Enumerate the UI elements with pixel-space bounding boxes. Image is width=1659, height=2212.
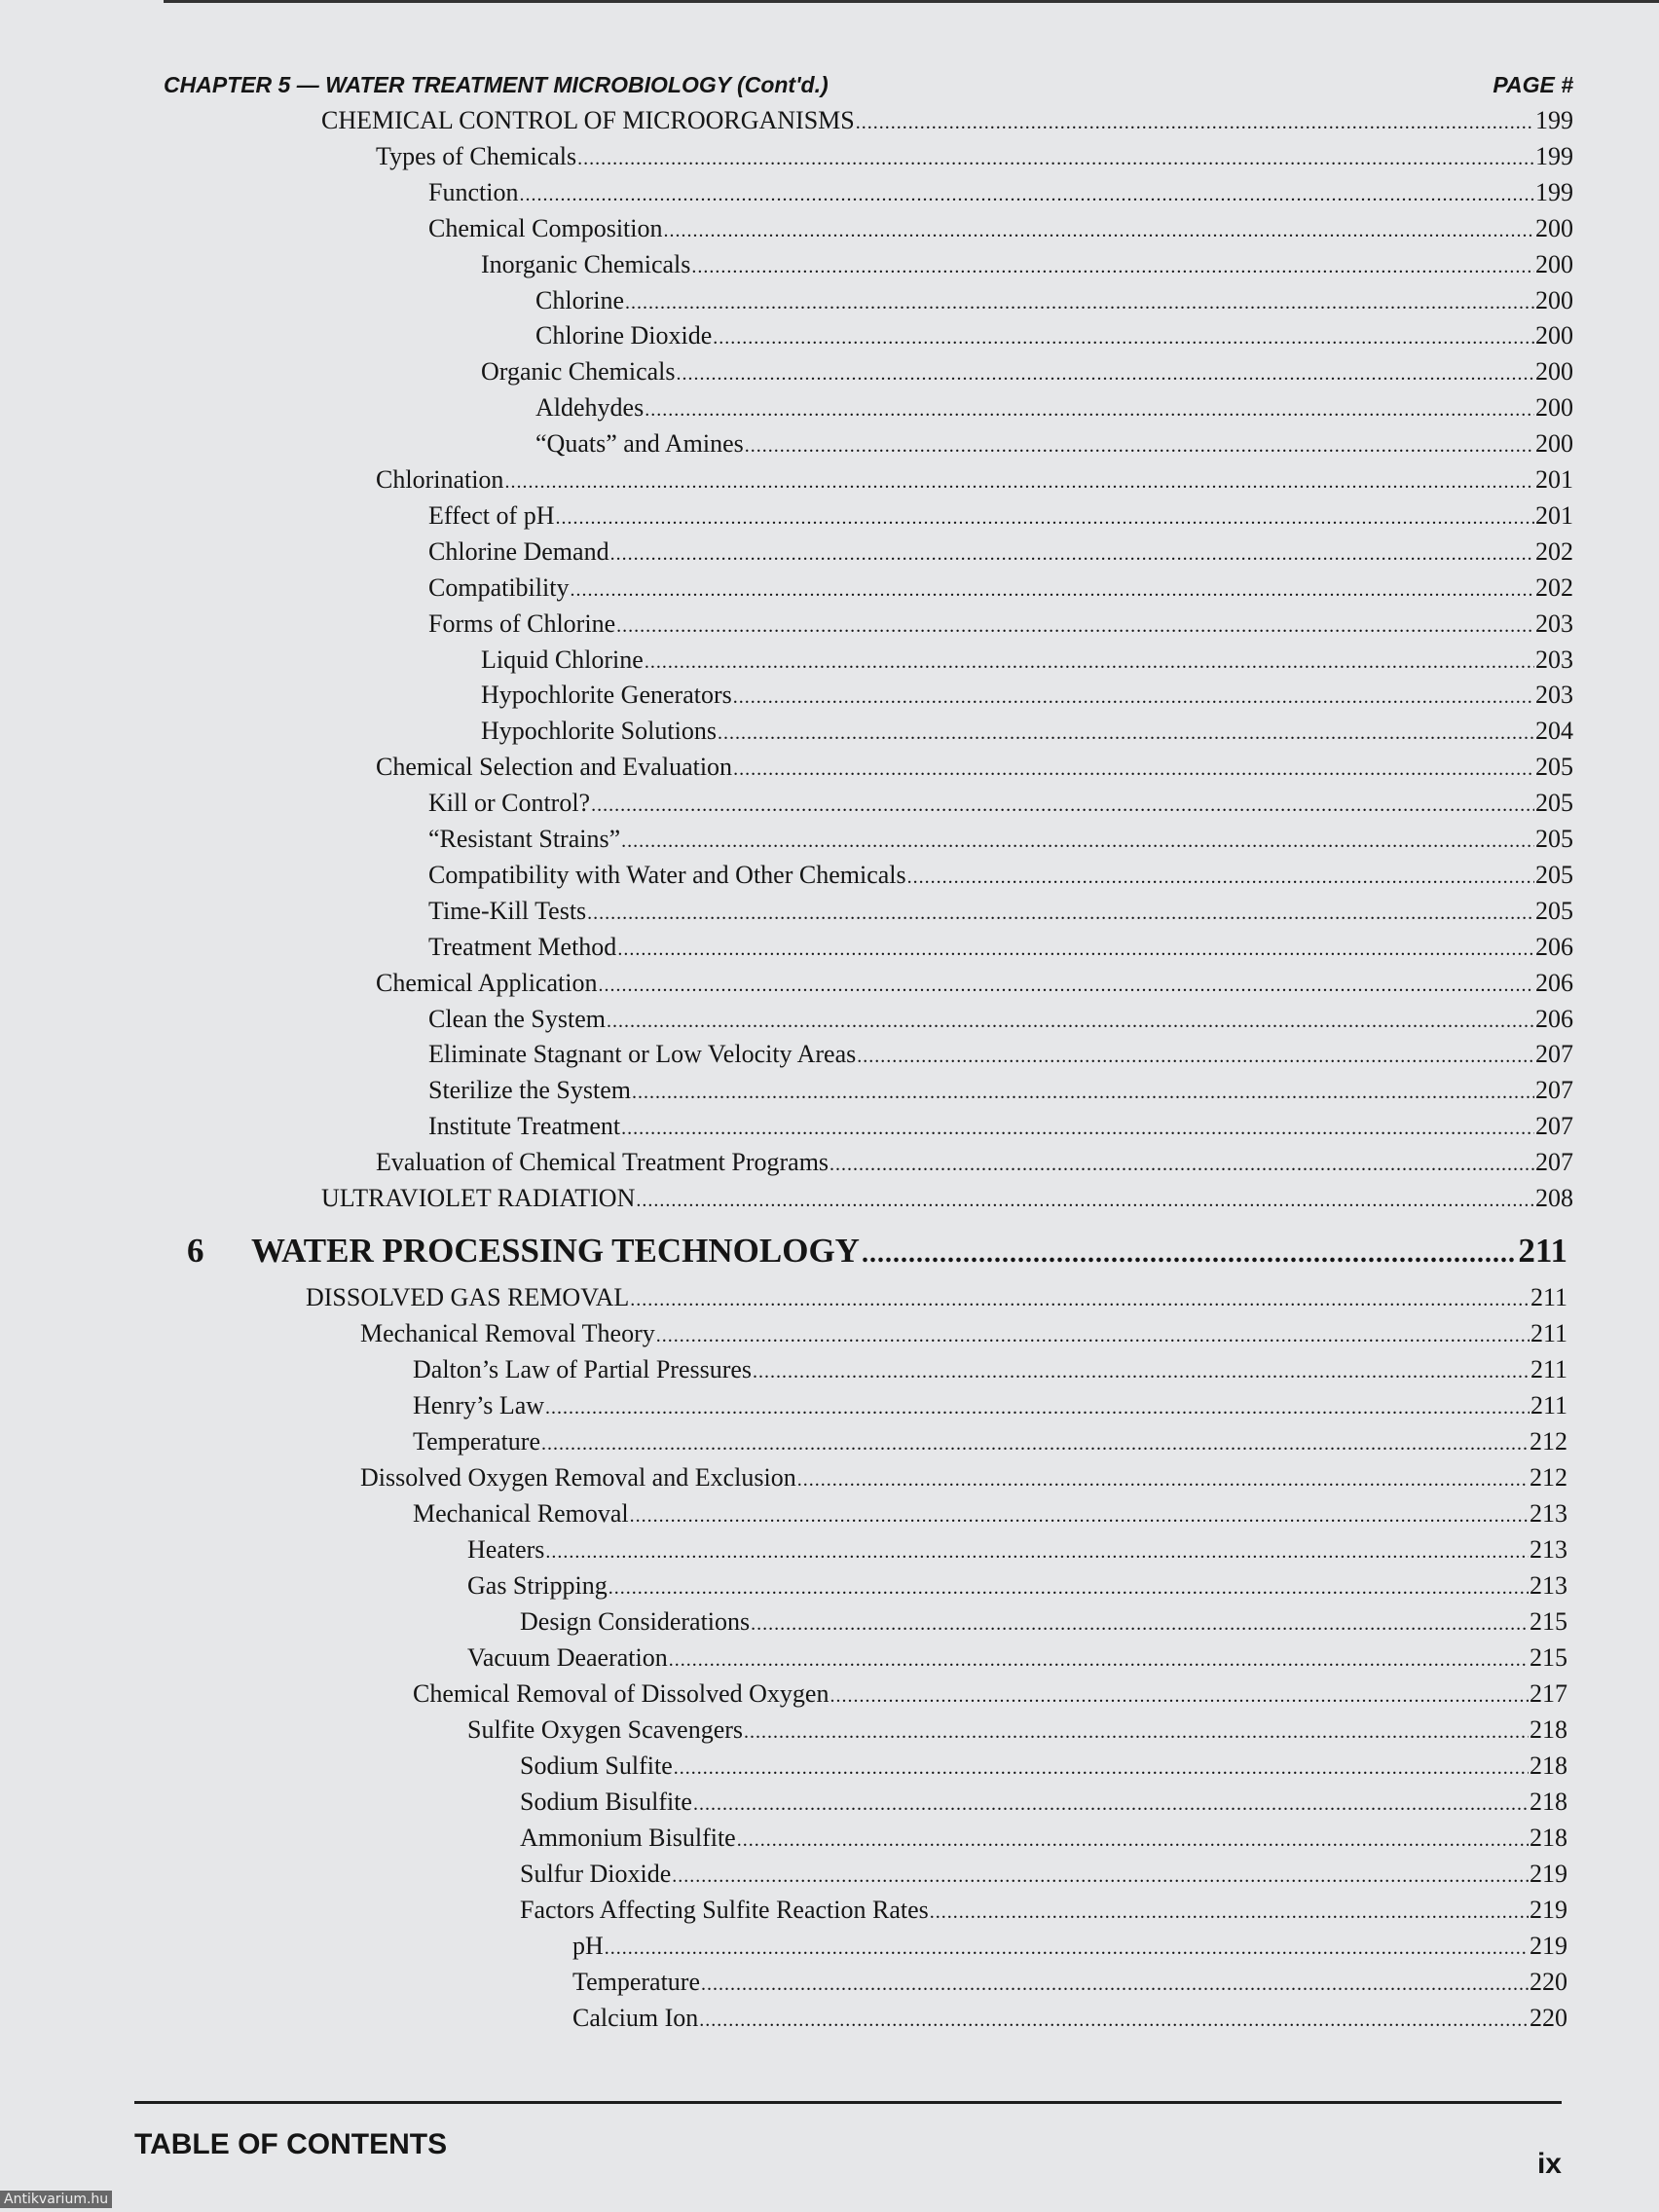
dot-leader bbox=[713, 321, 1534, 354]
toc-entry-page: 204 bbox=[1535, 717, 1573, 745]
dot-leader bbox=[664, 214, 1535, 247]
toc-entry[interactable] bbox=[428, 1038, 1573, 1071]
toc-entry-title: Temperature bbox=[572, 1968, 700, 1996]
toc-entry-page: 220 bbox=[1530, 2004, 1567, 2032]
toc-entry-page: 200 bbox=[1535, 286, 1573, 314]
toc-entry-title: DISSOLVED GAS REMOVAL bbox=[306, 1283, 630, 1311]
dot-leader bbox=[830, 1679, 1529, 1713]
toc-entry[interactable] bbox=[481, 248, 1573, 281]
dot-leader bbox=[632, 1076, 1534, 1109]
dot-leader bbox=[930, 1896, 1529, 1929]
toc-entry-page: 213 bbox=[1530, 1499, 1567, 1528]
dot-leader bbox=[598, 969, 1534, 1002]
toc-entry-title: Chemical Composition bbox=[428, 214, 663, 242]
dot-leader bbox=[718, 717, 1534, 750]
toc-entry[interactable] bbox=[413, 1677, 1567, 1711]
toc-entry-page: 206 bbox=[1535, 1005, 1573, 1033]
toc-entry-page: 201 bbox=[1535, 465, 1573, 494]
dot-leader bbox=[733, 681, 1534, 714]
chapter-number: 6 bbox=[187, 1232, 204, 1270]
toc-entry-title: “Resistant Strains” bbox=[428, 825, 621, 853]
toc-entry-title: “Quats” and Amines bbox=[535, 429, 744, 458]
toc-entry[interactable] bbox=[572, 2002, 1567, 2035]
toc-entry-title: Chemical Application bbox=[376, 969, 598, 997]
dot-leader bbox=[856, 106, 1534, 139]
toc-entry-title: Henry’s Law bbox=[413, 1391, 545, 1419]
toc-entry-title: Sulfur Dioxide bbox=[520, 1860, 672, 1888]
toc-entry-title: Evaluation of Chemical Treatment Programs bbox=[376, 1148, 830, 1176]
dot-leader bbox=[645, 645, 1534, 679]
toc-entry-title: Aldehydes bbox=[535, 393, 645, 422]
toc-entry[interactable] bbox=[306, 1281, 1567, 1314]
toc-entry-title: Compatibility with Water and Other Chemicals bbox=[428, 861, 906, 889]
dot-leader bbox=[605, 1932, 1529, 1965]
dot-leader bbox=[751, 1607, 1529, 1641]
toc-entry-page: 213 bbox=[1530, 1535, 1567, 1564]
toc-entry-title: Chlorine Dioxide bbox=[535, 321, 713, 350]
toc-entry-title: Treatment Method bbox=[428, 933, 617, 961]
toc-entry[interactable] bbox=[467, 1533, 1567, 1567]
toc-entry[interactable] bbox=[413, 1389, 1567, 1422]
toc-entry[interactable] bbox=[428, 1110, 1573, 1143]
toc-entry-page: 202 bbox=[1535, 573, 1573, 602]
dot-leader bbox=[669, 1643, 1529, 1677]
toc-entry-title: CHEMICAL CONTROL OF MICROORGANISMS bbox=[321, 106, 855, 134]
toc-entry-page: 211 bbox=[1530, 1355, 1567, 1383]
toc-entry-title: Mechanical Removal bbox=[413, 1499, 629, 1528]
toc-entry[interactable] bbox=[428, 1074, 1573, 1107]
toc-entry-title: Factors Affecting Sulfite Reaction Rates bbox=[520, 1896, 929, 1924]
dot-leader bbox=[625, 286, 1534, 319]
toc-entry[interactable] bbox=[428, 176, 1573, 209]
dot-leader bbox=[577, 142, 1534, 175]
toc-entry-title: Ammonium Bisulfite bbox=[520, 1824, 736, 1852]
toc-entry-page: 218 bbox=[1530, 1715, 1567, 1744]
dot-leader bbox=[693, 1788, 1529, 1821]
dot-leader bbox=[672, 1860, 1529, 1893]
toc-entry-page: 218 bbox=[1530, 1788, 1567, 1816]
chapter-title: WATER PROCESSING TECHNOLOGY bbox=[251, 1232, 860, 1270]
page-column-heading: PAGE # bbox=[1493, 72, 1573, 97]
dot-leader bbox=[591, 789, 1534, 822]
chapter-6-entry[interactable] bbox=[187, 1229, 1567, 1273]
toc-entry[interactable] bbox=[572, 1966, 1567, 1999]
toc-entry-title: Compatibility bbox=[428, 573, 570, 602]
toc-entry-title: Heaters bbox=[467, 1535, 545, 1564]
toc-entry-page: 205 bbox=[1535, 897, 1573, 925]
footer-page-number: ix bbox=[1536, 2148, 1562, 2180]
toc-entry[interactable] bbox=[520, 1858, 1567, 1891]
toc-entry[interactable] bbox=[535, 284, 1573, 317]
dot-leader bbox=[907, 861, 1534, 894]
toc-entry-page: 206 bbox=[1535, 969, 1573, 997]
dot-leader bbox=[737, 1824, 1529, 1857]
dot-leader bbox=[610, 537, 1534, 571]
dot-leader bbox=[830, 1148, 1534, 1181]
toc-entry[interactable] bbox=[428, 499, 1573, 533]
toc-entry-page: 219 bbox=[1530, 1896, 1567, 1924]
toc-entry-page: 215 bbox=[1530, 1643, 1567, 1672]
toc-entry-page: 200 bbox=[1535, 429, 1573, 458]
toc-entry[interactable] bbox=[481, 679, 1573, 712]
toc-entry[interactable] bbox=[360, 1461, 1567, 1494]
toc-entry-page: 200 bbox=[1535, 214, 1573, 242]
dot-leader bbox=[699, 2004, 1529, 2037]
toc-entry-title: Hypochlorite Generators bbox=[481, 681, 732, 709]
toc-entry-page: 219 bbox=[1530, 1932, 1567, 1960]
toc-entry-page: 207 bbox=[1535, 1112, 1573, 1140]
watermark: Antikvarium.hu bbox=[0, 2191, 112, 2208]
toc-entry-page: 200 bbox=[1535, 357, 1573, 386]
toc-entry[interactable] bbox=[376, 967, 1573, 1000]
toc-entry-page: 200 bbox=[1535, 250, 1573, 278]
toc-entry[interactable] bbox=[481, 715, 1573, 748]
toc-entry-title: ULTRAVIOLET RADIATION bbox=[321, 1184, 636, 1212]
toc-entry[interactable] bbox=[535, 391, 1573, 424]
toc-entry-page: 205 bbox=[1535, 753, 1573, 781]
dot-leader bbox=[744, 1715, 1529, 1749]
toc-entry-page: 199 bbox=[1535, 178, 1573, 206]
toc-entry[interactable] bbox=[520, 1750, 1567, 1783]
dot-leader bbox=[862, 1232, 1516, 1276]
toc-entry[interactable] bbox=[428, 608, 1573, 641]
dot-leader bbox=[797, 1463, 1529, 1496]
toc-entry[interactable] bbox=[572, 1930, 1567, 1963]
toc-entry-page: 203 bbox=[1535, 681, 1573, 709]
toc-entry-title: Chemical Removal of Dissolved Oxygen bbox=[413, 1679, 830, 1708]
toc-entry-page: 218 bbox=[1530, 1751, 1567, 1780]
chapter-heading: CHAPTER 5 — WATER TREATMENT MICROBIOLOGY (Cont'd.) bbox=[164, 72, 829, 97]
toc-entry[interactable] bbox=[535, 319, 1573, 352]
dot-leader bbox=[677, 357, 1534, 390]
toc-entry[interactable] bbox=[413, 1353, 1567, 1386]
footer-section-title: TABLE OF CONTENTS bbox=[134, 2128, 448, 2160]
toc-entry-page: 212 bbox=[1530, 1463, 1567, 1492]
toc-entry[interactable] bbox=[428, 931, 1573, 964]
toc-entry-page: 211 bbox=[1530, 1283, 1567, 1311]
toc-entry-title: Liquid Chlorine bbox=[481, 645, 644, 674]
toc-entry-page: 219 bbox=[1530, 1860, 1567, 1888]
dot-leader bbox=[656, 1319, 1530, 1352]
toc-entry[interactable] bbox=[428, 212, 1573, 245]
toc-entry-page: 205 bbox=[1535, 789, 1573, 817]
dot-leader bbox=[701, 1968, 1529, 2001]
dot-leader bbox=[545, 1535, 1529, 1568]
toc-entry-title: Calcium Ion bbox=[572, 2004, 699, 2032]
toc-entry-title: Kill or Control? bbox=[428, 789, 591, 817]
toc-entry[interactable] bbox=[321, 104, 1573, 137]
dot-leader bbox=[570, 573, 1534, 607]
dot-leader bbox=[587, 897, 1534, 930]
toc-entry-title: Chlorine Demand bbox=[428, 537, 609, 566]
toc-entry[interactable] bbox=[428, 895, 1573, 928]
toc-entry[interactable] bbox=[520, 1786, 1567, 1819]
toc-entry[interactable] bbox=[428, 535, 1573, 569]
toc-entry-page: 203 bbox=[1535, 645, 1573, 674]
dot-leader bbox=[504, 465, 1534, 498]
toc-entry[interactable] bbox=[376, 751, 1573, 784]
dot-leader bbox=[621, 825, 1534, 858]
toc-entry-title: Gas Stripping bbox=[467, 1571, 608, 1600]
toc-entry-page: 199 bbox=[1535, 106, 1573, 134]
dot-leader bbox=[745, 429, 1534, 462]
dot-leader bbox=[630, 1499, 1529, 1532]
dot-leader bbox=[616, 609, 1534, 643]
toc-entry-title: Sterilize the System bbox=[428, 1076, 631, 1104]
toc-entry[interactable] bbox=[467, 1569, 1567, 1603]
toc-entry-page: 213 bbox=[1530, 1571, 1567, 1600]
toc-entry-title: Vacuum Deaeration bbox=[467, 1643, 668, 1672]
toc-entry-page: 200 bbox=[1535, 321, 1573, 350]
toc-entry-page: 211 bbox=[1530, 1319, 1567, 1347]
toc-entry[interactable] bbox=[535, 427, 1573, 461]
toc-entry-page: 220 bbox=[1530, 1968, 1567, 1996]
toc-entry-page: 207 bbox=[1535, 1076, 1573, 1104]
toc-entry[interactable] bbox=[428, 1003, 1573, 1036]
toc-entry[interactable] bbox=[481, 644, 1573, 677]
toc-entry-title: Clean the System bbox=[428, 1005, 606, 1033]
toc-entry-title: Chlorine bbox=[535, 286, 624, 314]
toc-entry-title: Time-Kill Tests bbox=[428, 897, 587, 925]
bottom-rule bbox=[134, 2101, 1562, 2104]
toc-entry-page: 207 bbox=[1535, 1040, 1573, 1068]
toc-entry-title: Chemical Selection and Evaluation bbox=[376, 753, 733, 781]
chapter-page-number: 211 bbox=[1518, 1232, 1567, 1270]
toc-entry[interactable] bbox=[428, 571, 1573, 605]
toc-entry-title: Effect of pH bbox=[428, 501, 555, 530]
toc-entry-page: 203 bbox=[1535, 609, 1573, 638]
toc-entry-title: Function bbox=[428, 178, 519, 206]
toc-entry-title: Temperature bbox=[413, 1427, 540, 1456]
toc-entry-page: 206 bbox=[1535, 933, 1573, 961]
toc-entry-page: 202 bbox=[1535, 537, 1573, 566]
toc-entry-title: Dissolved Oxygen Removal and Exclusion bbox=[360, 1463, 796, 1492]
toc-entry-title: Forms of Chlorine bbox=[428, 609, 616, 638]
toc-entry[interactable] bbox=[428, 859, 1573, 892]
toc-entry-title: Sulfite Oxygen Scavengers bbox=[467, 1715, 744, 1744]
toc-entry-title: Types of Chemicals bbox=[376, 142, 577, 170]
toc-entry-page: 207 bbox=[1535, 1148, 1573, 1176]
toc-entry[interactable] bbox=[520, 1605, 1567, 1639]
toc-entry-title: Sodium Bisulfite bbox=[520, 1788, 692, 1816]
toc-entry[interactable] bbox=[467, 1641, 1567, 1675]
toc-entry-page: 205 bbox=[1535, 861, 1573, 889]
toc-entry-title: Chlorination bbox=[376, 465, 504, 494]
toc-entry[interactable] bbox=[520, 1822, 1567, 1855]
dot-leader bbox=[617, 933, 1534, 966]
dot-leader bbox=[608, 1571, 1529, 1604]
toc-entry[interactable] bbox=[428, 787, 1573, 820]
dot-leader bbox=[555, 501, 1534, 535]
toc-entry-page: 199 bbox=[1535, 142, 1573, 170]
toc-entry[interactable] bbox=[376, 1146, 1573, 1179]
dot-leader bbox=[607, 1005, 1534, 1038]
dot-leader bbox=[674, 1751, 1529, 1785]
toc-entry[interactable] bbox=[376, 140, 1573, 173]
dot-leader bbox=[636, 1184, 1534, 1217]
toc-entry-title: Dalton’s Law of Partial Pressures bbox=[413, 1355, 753, 1383]
toc-entry-page: 200 bbox=[1535, 393, 1573, 422]
toc-entry-page: 201 bbox=[1535, 501, 1573, 530]
toc-entry-title: Sodium Sulfite bbox=[520, 1751, 673, 1780]
toc-entry[interactable] bbox=[413, 1425, 1567, 1458]
toc-entry-title: pH bbox=[572, 1932, 604, 1960]
toc-entry[interactable] bbox=[321, 1182, 1573, 1215]
toc-entry-title: Inorganic Chemicals bbox=[481, 250, 691, 278]
dot-leader bbox=[691, 250, 1534, 283]
dot-leader bbox=[733, 753, 1534, 786]
dot-leader bbox=[519, 178, 1534, 211]
toc-entry[interactable] bbox=[481, 355, 1573, 388]
toc-entry-title: Design Considerations bbox=[520, 1607, 751, 1636]
dot-leader bbox=[621, 1112, 1534, 1145]
toc-entry[interactable] bbox=[467, 1714, 1567, 1747]
toc-entry-page: 205 bbox=[1535, 825, 1573, 853]
dot-leader bbox=[645, 393, 1534, 426]
toc-entry-page: 215 bbox=[1530, 1607, 1567, 1636]
toc-entry-page: 211 bbox=[1530, 1391, 1567, 1419]
toc-entry-page: 217 bbox=[1530, 1679, 1567, 1708]
toc-entry-title: Eliminate Stagnant or Low Velocity Areas bbox=[428, 1040, 857, 1068]
toc-entry[interactable] bbox=[428, 823, 1573, 856]
toc-entry-title: Mechanical Removal Theory bbox=[360, 1319, 655, 1347]
toc-entry[interactable] bbox=[360, 1317, 1567, 1350]
toc-entry-page: 218 bbox=[1530, 1824, 1567, 1852]
dot-leader bbox=[541, 1427, 1529, 1460]
toc-entry[interactable] bbox=[520, 1894, 1567, 1927]
dot-leader bbox=[630, 1283, 1530, 1316]
toc-entry-title: Hypochlorite Solutions bbox=[481, 717, 717, 745]
toc-entry[interactable] bbox=[413, 1497, 1567, 1530]
toc-entry[interactable] bbox=[376, 463, 1573, 497]
toc-entry-page: 212 bbox=[1530, 1427, 1567, 1456]
toc-entry-title: Organic Chemicals bbox=[481, 357, 676, 386]
dot-leader bbox=[753, 1355, 1530, 1388]
toc-entry-title: Institute Treatment bbox=[428, 1112, 621, 1140]
toc-entry-page: 208 bbox=[1535, 1184, 1573, 1212]
dot-leader bbox=[545, 1391, 1530, 1424]
dot-leader bbox=[857, 1040, 1534, 1073]
